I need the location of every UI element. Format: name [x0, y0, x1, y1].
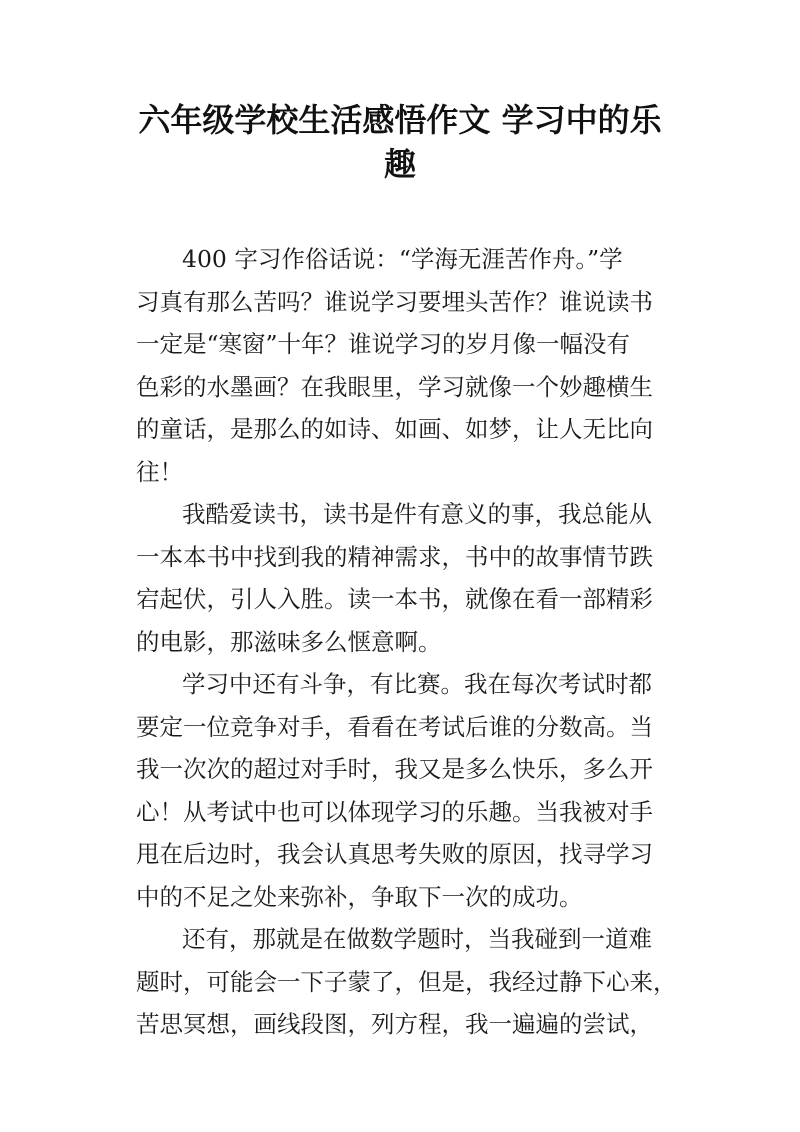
text-line: 色彩的水墨画？在我眼里，学习就像一个妙趣横生	[136, 372, 653, 401]
text-line: 中的不足之处来弥补，争取下一次的成功。	[136, 882, 583, 911]
paragraph-2	[136, 493, 664, 663]
text-line: 习真有那么苦吗？谁说学习要埋头苦作？谁说读书	[136, 287, 653, 316]
text-line: 我酷爱读书，读书是件有意义的事，我总能从	[182, 500, 652, 528]
text-line: 要定一位竞争对手，看看在考试后谁的分数高。当	[136, 712, 653, 741]
text-line: 题时，可能会一下子蒙了，但是，我经过静下心来，	[136, 967, 677, 996]
text-line: 的电影，那滋味多么惬意啊。	[136, 627, 442, 656]
text-line: 心！从考试中也可以体现学习的乐趣。当我被对手	[136, 797, 653, 826]
text-line: 我一次次的超过对手时，我又是多么快乐，多么开	[136, 755, 653, 783]
text-line: 学习中还有斗争，有比赛。我在每次考试时都	[182, 670, 652, 698]
text-line: 宕起伏，引人入胜。读一本书，就像在看一部精彩	[136, 585, 653, 613]
document-title	[120, 98, 680, 186]
text-line: 一本本书中找到我的精神需求，书中的故事情节跌	[136, 542, 653, 571]
text-line: 甩在后边时，我会认真思考失败的原因，找寻学习	[136, 840, 653, 868]
document-body	[136, 238, 677, 1046]
paragraph-3	[136, 663, 664, 918]
paragraph-1	[136, 238, 664, 493]
title-line-2: 趣	[383, 145, 416, 183]
text-line: 的童话，是那么的如诗、如画、如梦，让人无比向	[136, 415, 653, 443]
title-line-1: 六年级学校生活感悟作文 学习中的乐	[138, 101, 662, 139]
text-line: 还有，那就是在做数学题时，当我碰到一道难	[182, 925, 652, 953]
paragraph-4	[136, 918, 677, 1046]
text-line: 400 字习作俗话说：“学海无涯苦作舟。”学	[182, 245, 623, 273]
text-line: 一定是“寒窗”十年？谁说学习的岁月像一幅没有	[136, 330, 631, 358]
text-line: 苦思冥想，画线段图，列方程，我一遍遍的尝试，	[136, 1010, 653, 1038]
text-line: 往！	[136, 457, 183, 486]
